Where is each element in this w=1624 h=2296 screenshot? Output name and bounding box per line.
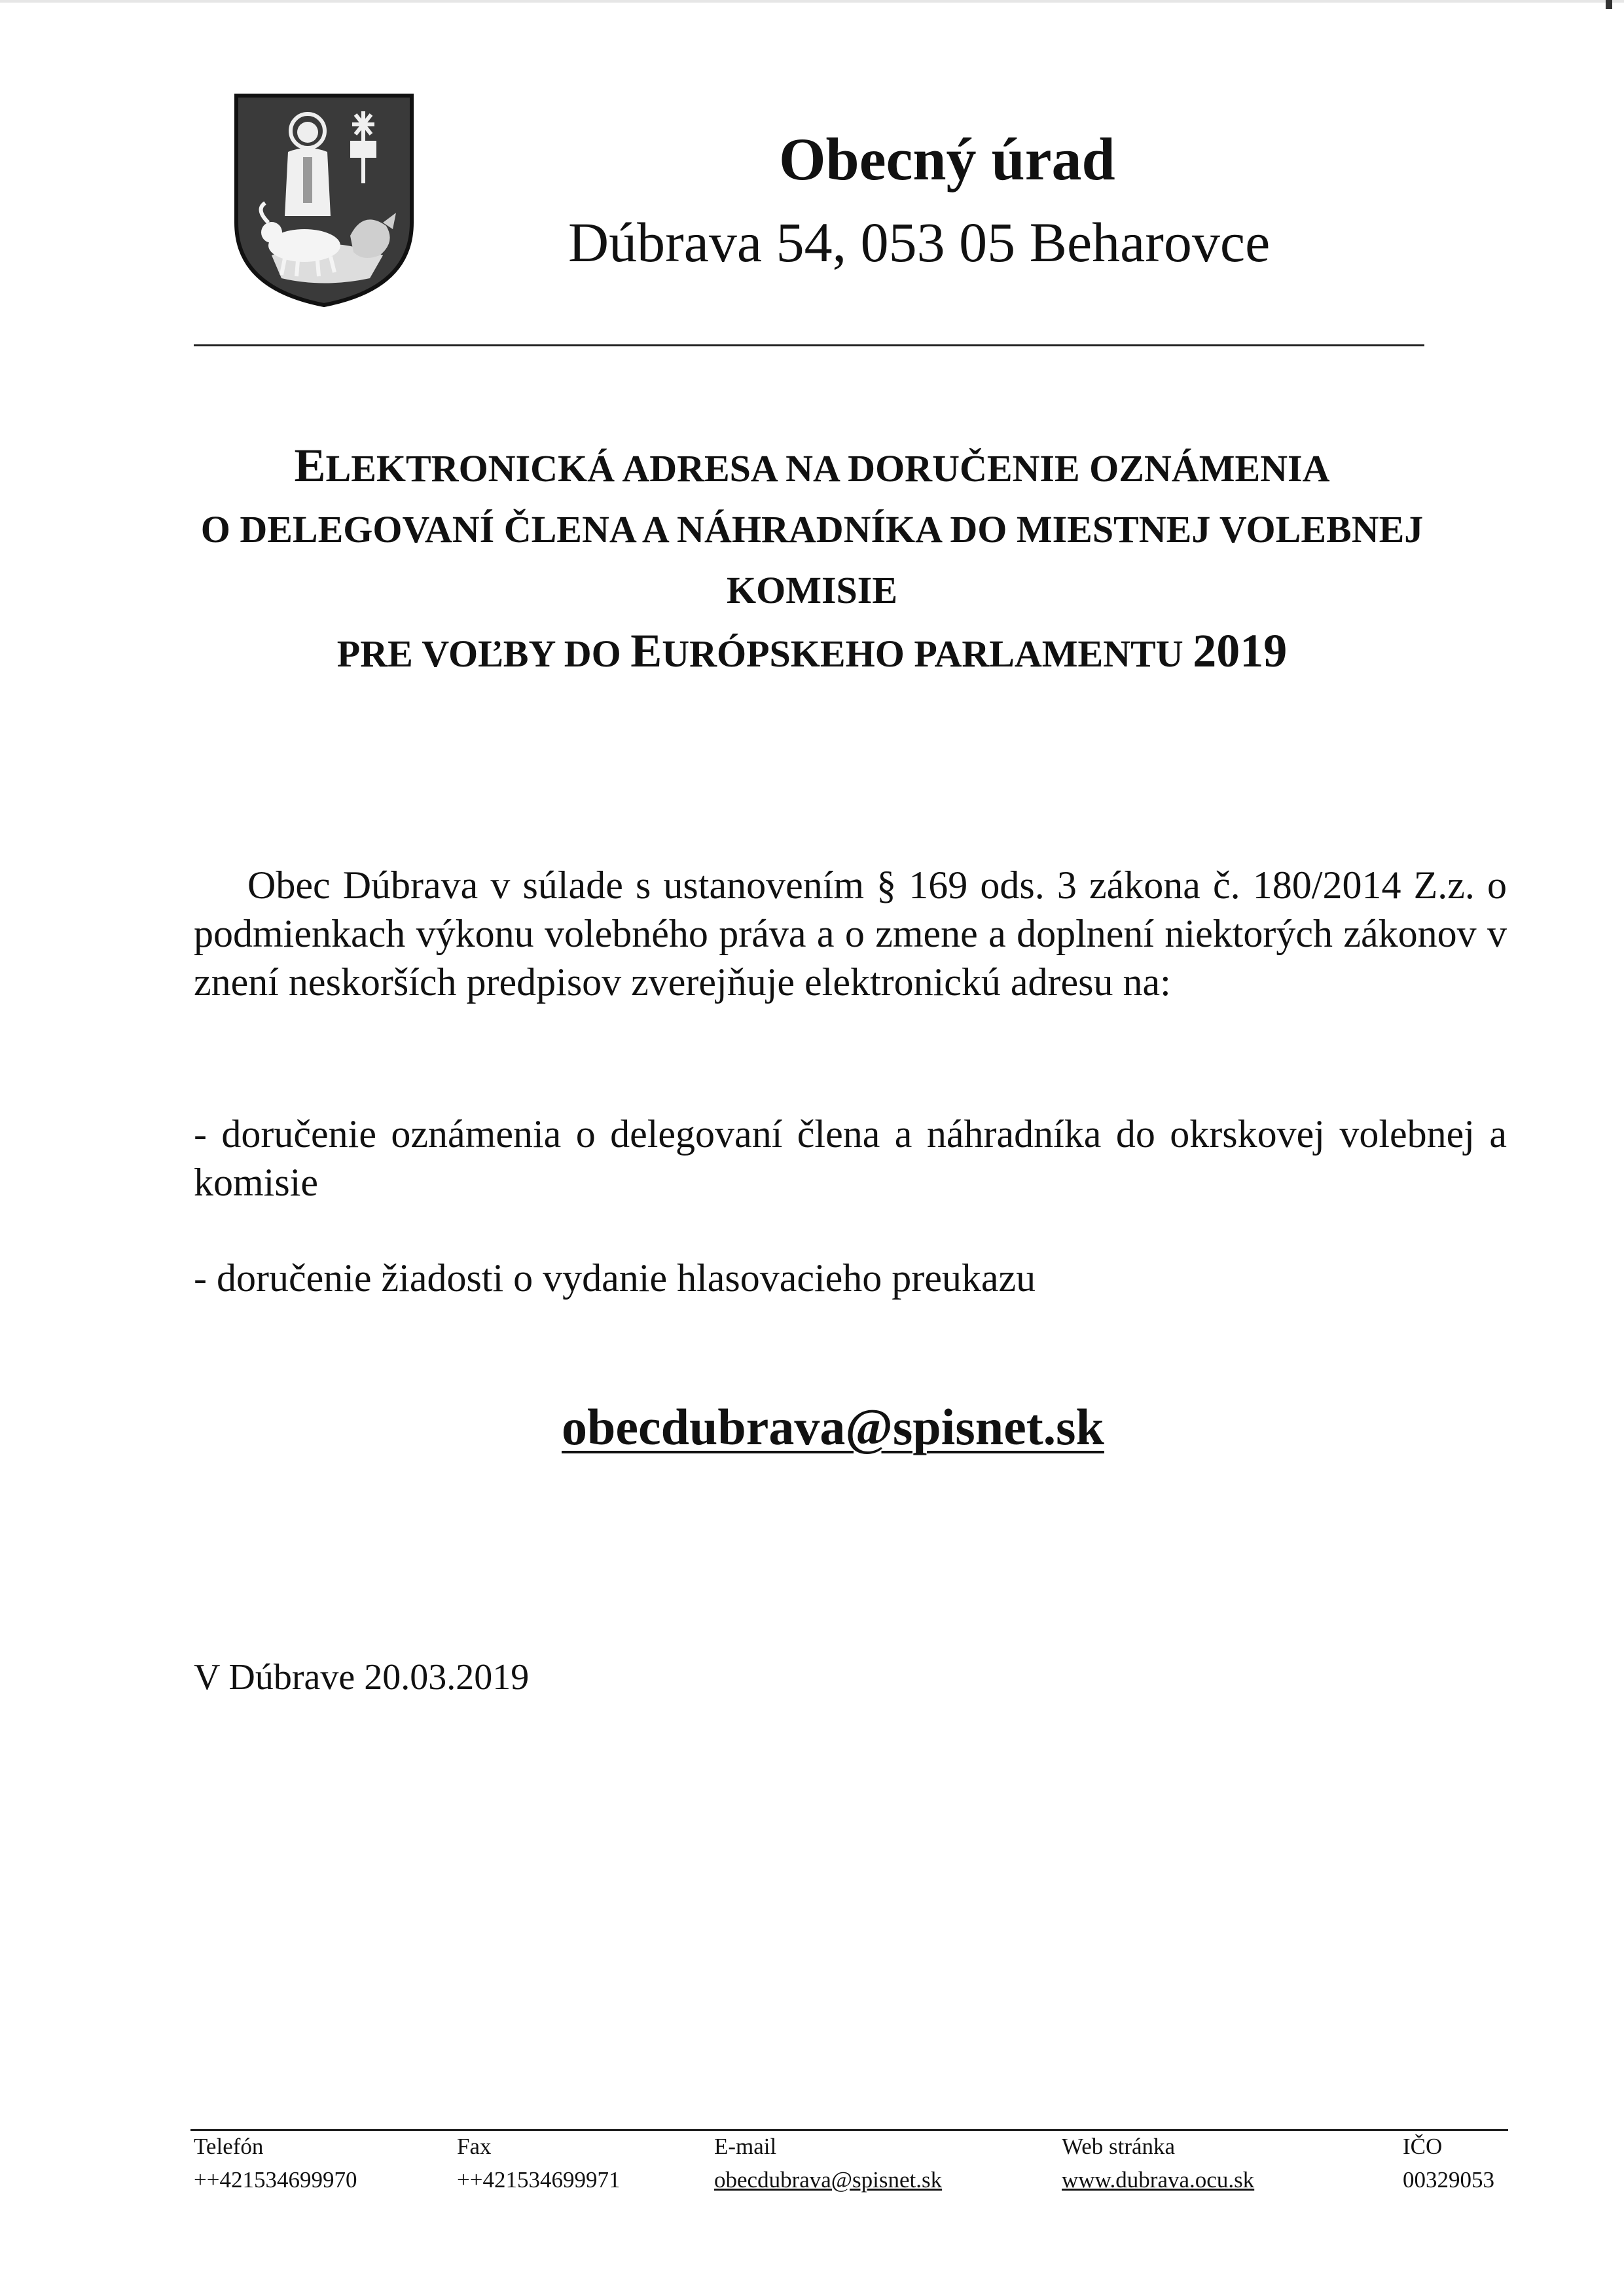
header-divider — [194, 344, 1424, 346]
document-heading — [131, 435, 1493, 684]
heading-cap-e2: E — [630, 625, 662, 677]
footer-phone — [194, 2130, 357, 2196]
footer-fax — [457, 2130, 620, 2196]
list-item-voting-card: - doručenie žiadosti o vydanie hlasovacieho preukazu — [194, 1256, 1036, 1300]
footer-email — [714, 2130, 942, 2196]
heading-line-4-b: URÓPSKEHO PARLAMENTU — [662, 632, 1193, 675]
footer-phone-label: Telefón — [194, 2134, 264, 2159]
heading-line-4 — [131, 621, 1493, 684]
place-and-date: V Dúbrave 20.03.2019 — [194, 1657, 530, 1698]
footer-ico-value: 00329053 — [1403, 2167, 1494, 2193]
footer-ico — [1403, 2130, 1494, 2196]
footer-web — [1062, 2130, 1254, 2196]
body-paragraph: Obec Dúbrava v súlade s ustanovením § 169 ods. 3 zákona č. 180/2014 Z.z. o podmienkach výkonu volebného práva a o zmene a doplnení niektorých zákonov v znení neskorších predpisov zverejňuje elektronickú adresu na: — [194, 864, 1507, 1004]
footer-ico-label: IČO — [1403, 2134, 1443, 2159]
footer-email-label: E-mail — [714, 2134, 777, 2159]
footer-web-label: Web stránka — [1062, 2134, 1176, 2159]
scan-edge-line — [0, 0, 1624, 3]
heading-cap-e: E — [294, 439, 326, 492]
office-address: Dúbrava 54, 053 05 Beharovce — [568, 211, 1271, 274]
office-title: Obecný úrad — [779, 126, 1115, 192]
footer-email-link[interactable]: obecdubrava@spisnet.sk — [714, 2167, 943, 2193]
heading-line-1 — [131, 435, 1493, 499]
scan-mark — [1606, 0, 1612, 9]
heading-line-2: O DELEGOVANÍ ČLENA A NÁHRADNÍKA DO MIESTNEJ VOLEBNEJ — [200, 508, 1424, 551]
footer-phone-value: ++421534699970 — [194, 2167, 357, 2193]
heading-line-4-a: PRE VOĽBY DO — [336, 632, 631, 675]
footer-web-link[interactable]: www.dubrava.ocu.sk — [1062, 2167, 1255, 2193]
coat-of-arms-icon — [232, 92, 416, 308]
heading-line-3: KOMISIE — [726, 569, 898, 611]
list-item-delegation: - doručenie oznámenia o delegovaní člena a náhradníka do okrskovej volebnej a komisie — [194, 1112, 1507, 1204]
heading-line-1-text: LEKTRONICKÁ ADRESA NA DORUČENIE OZNÁMENIA — [325, 447, 1330, 490]
footer-fax-value: ++421534699971 — [457, 2167, 621, 2193]
footer-fax-label: Fax — [457, 2134, 492, 2159]
heading-year: 2019 — [1193, 625, 1288, 677]
email-address-link[interactable]: obecdubrava@spisnet.sk — [562, 1398, 1104, 1455]
